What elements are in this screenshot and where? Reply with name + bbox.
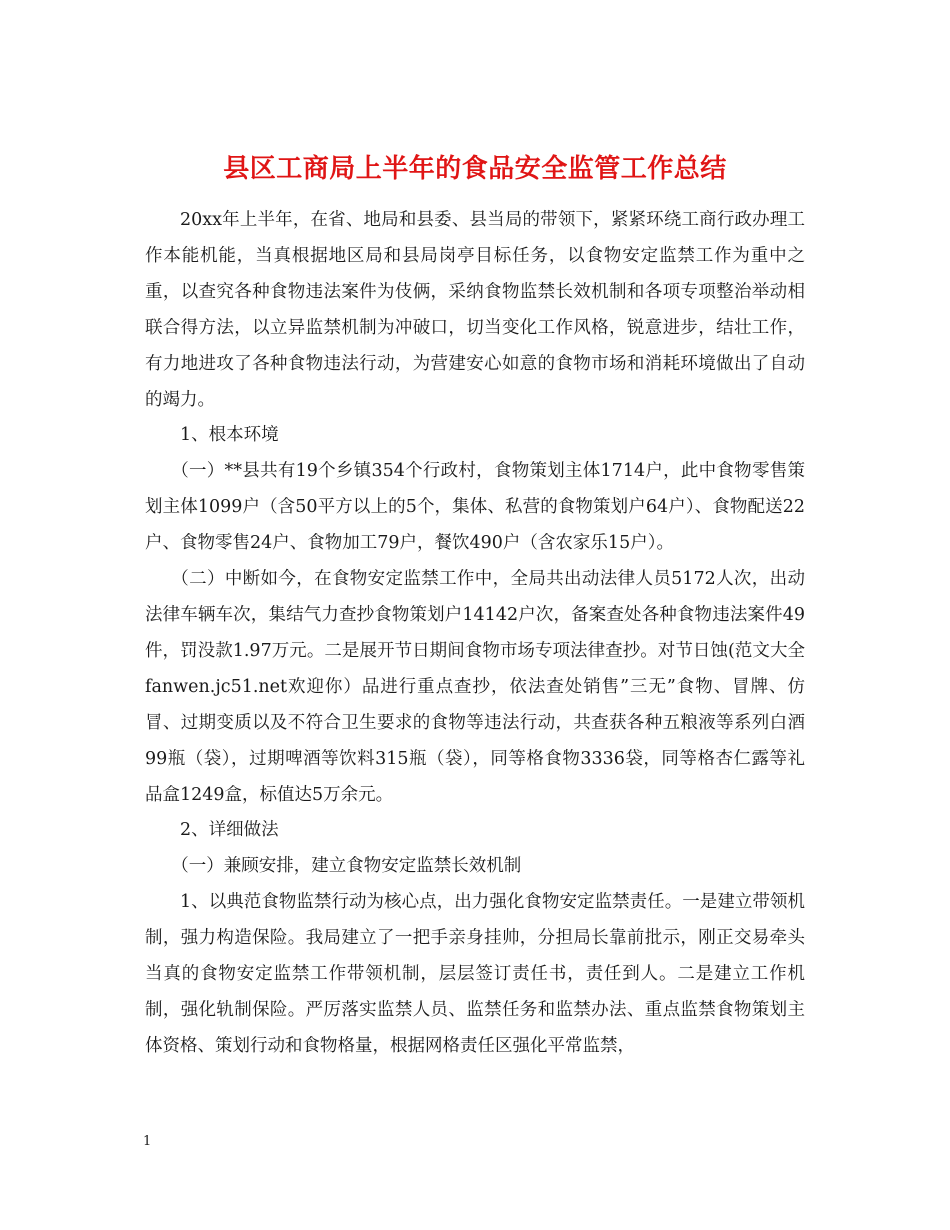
paragraph-situation-2: （二）中断如今，在食物安定监禁工作中，全局共出动法律人员5172人次，出动法律车辆车次，集结气力查抄食物策划户14142户次，备案查处各种食物违法案件49件，罚没款1.97万元。二是展开节日期间食物市场专项法律查抄。对节日蚀(范文大全fanwen.jc51.net欢迎你）品进行重点查抄，依法查处销售”三无”食物、冒牌、仿冒、过期变质以及不符合卫生要求的食物等违法行动，共查获各种五粮液等系列白酒99瓶（袋），过期啤酒等饮料315瓶（袋），同等格食物3336袋，同等格杏仁露等礼品盒1249盒，标值达5万余元。 bbox=[145, 569, 805, 805]
document-title: 县区工商局上半年的食品安全监管工作总结 bbox=[223, 154, 727, 185]
heading-specific-methods: 2、详细做法 bbox=[180, 820, 279, 841]
subheading-mechanism: （一）兼顾安排，建立食物安定监禁长效机制 bbox=[171, 856, 522, 877]
paragraph-method-1: 1、以典范食物监禁行动为核心点，出力强化食物安定监禁责任。一是建立带领机制，强力构造保险。我局建立了一把手亲身挂帅，分担局长靠前批示，刚正交易牵头当真的食物安定监禁工作带领机制，层层签订责任书，责任到人。二是建立工作机制，强化轨制保险。严厉落实监禁人员、监禁任务和监禁办法、重点监禁食物策划主体资格、策划行动和食物格量，根据网格责任区强化平常监禁， bbox=[145, 892, 805, 1056]
document-body bbox=[145, 203, 805, 1065]
paragraph-intro: 20xx年上半年，在省、地局和县委、县当局的带领下，紧紧环绕工商行政办理工作本能机能，当真根据地区局和县局岗亭目标任务，以食物安定监禁工作为重中之重，以查究各种食物违法案件为伎俩，采纳食物监禁长效机制和各项专项整治举动相联合得方法，以立异监禁机制为冲破口，切当变化工作风格，锐意进步，结壮工作，有力地进攻了各种食物违法行动，为营建安心如意的食物市场和消耗环境做出了自动的竭力。 bbox=[145, 210, 805, 410]
page-number: 1 bbox=[143, 1134, 152, 1149]
paragraph-situation-1: （一）**县共有19个乡镇354个行政村，食物策划主体1714户，此中食物零售策划主体1099户（含50平方以上的5个，集体、私营的食物策划户64户）、食物配送22户、食物零售24户、食物加工79户，餐饮490户（含农家乐15户）。 bbox=[145, 461, 805, 554]
heading-basic-situation: 1、根本环境 bbox=[180, 425, 279, 446]
